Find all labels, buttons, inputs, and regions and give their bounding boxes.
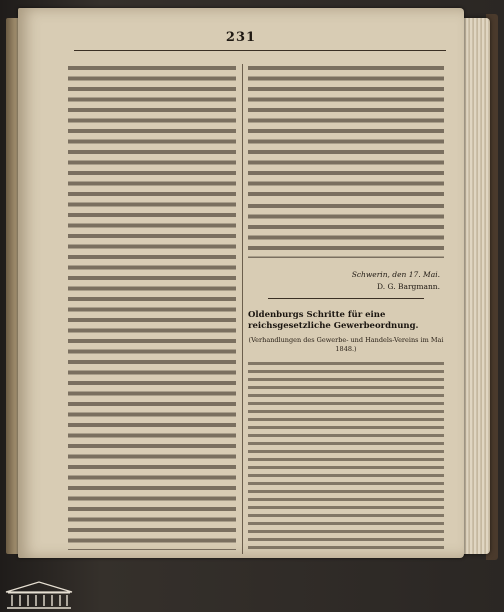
section-subtitle: (Verhandlungen des Gewerbe- und Handels-Vereins im Mai 1848.) <box>248 336 444 353</box>
signature-date: Schwerin, den 17. Mai. <box>351 270 440 279</box>
left-column-text <box>68 66 236 550</box>
library-building-icon <box>4 580 74 610</box>
column-divider <box>242 64 243 554</box>
scan-footer <box>0 574 504 612</box>
header-rule <box>74 50 446 51</box>
book-page <box>18 8 464 558</box>
right-column-text-lower <box>248 204 444 258</box>
section-title: Oldenburgs Schritte für eine reichsgesetzliche Gewerbeordnung. <box>248 310 419 331</box>
section-separator-rule <box>268 298 424 299</box>
section-body-text <box>248 362 444 550</box>
left-column <box>68 66 236 552</box>
right-column <box>248 66 444 552</box>
right-column-text-upper <box>248 66 444 200</box>
page-number: 231 <box>225 30 257 45</box>
signature-name: D. G. Bargmann. <box>376 282 440 291</box>
